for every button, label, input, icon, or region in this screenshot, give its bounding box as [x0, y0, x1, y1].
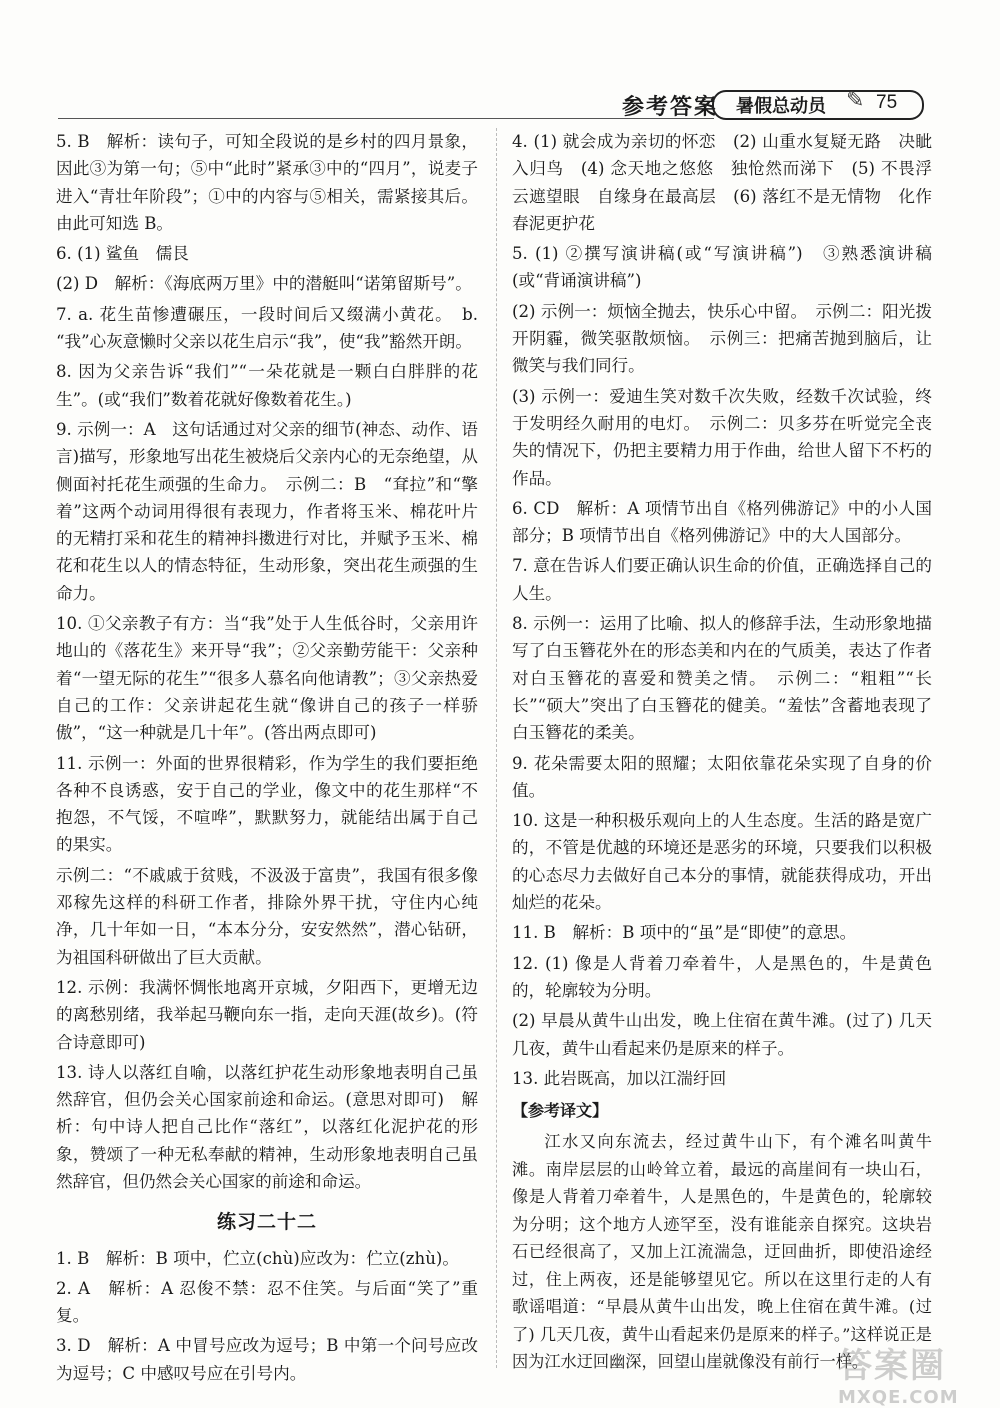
answer-item: 5. B 解析：读句子，可知全段说的是乡村的四月景象，因此③为第一句；⑤中“此时”紧承③中的“四月”，说麦子进入“青壮年阶段”；①中的内容与⑤相关，需紧接其后。由此可知选 B。	[56, 132, 478, 233]
answer-item: 1. B 解析：B 项中，伫立(chù)应改为：伫立(zhù)。	[56, 1248, 459, 1268]
answer-item: 7. 意在告诉人们要正确认识生命的价值，正确选择自己的人生。	[512, 556, 932, 603]
answer-item: 13. 此岩既高，加以江湍纡回	[512, 1068, 727, 1088]
answer-item: (3) 示例一：爱迪生笑对数千次失败，经数千次试验，终于发明经久耐用的电灯。 示例二：贝多芬在听觉完全丧失的情况下，仍把主要精力用于作曲，给世人留下不朽的作品。	[512, 386, 932, 488]
answer-item: 2. A 解析：A 忍俊不禁：忍不住笑。与后面“笑了”重复。	[56, 1278, 478, 1326]
answer-item: 10. ①父亲教子有方：当“我”处于人生低谷时，父亲用许地山的《落花生》来开导“我”；②父亲勤劳能干：父亲种着“一望无际的花生”“很多人慕名向他请教”；③父亲热爱自己的工作：父亲讲起花生就“像讲自己的孩子一样骄傲”，“这一种就是几十年”。(答出两点即可)	[56, 614, 478, 743]
answer-item: 5. (1) ②撰写演讲稿(或“写演讲稿”) ③熟悉演讲稿(或“背诵演讲稿”)	[512, 244, 932, 291]
answer-item: 9. 花朵需要太阳的照耀；太阳依靠花朵实现了自身的价值。	[512, 753, 932, 800]
answer-item: 3. D 解析：A 中冒号应改为逗号；B 中第一个问号应改为逗号；C 中感叹号应在引号内。	[56, 1336, 478, 1383]
answer-item: 8. 因为父亲告诉“我们”“一朵花就是一颗白白胖胖的花生”。(或“我们”数着花就好像数着花生。)	[56, 362, 478, 409]
answer-item: 6. CD 解析：A 项情节出自《格列佛游记》中的小人国部分；B 项情节出自《格列佛游记》中的大人国部分。	[512, 498, 932, 546]
page-number: 75	[876, 92, 898, 113]
answer-item: 12. 示例：我满怀惆怅地离开京城，夕阳西下，更增无边的离愁别绪，我举起马鞭向东一指，走向天涯(故乡)。(符合诗意即可)	[56, 977, 478, 1052]
answer-item: 13. 诗人以落红自喻，以落红护花生动形象地表明自己虽然辞官，但仍会关心国家前途和命运。(意思对即可) 解析：句中诗人把自己比作“落红”，以落红化泥护花的形象，赞颂了一种无私奉献的精神，生动形象地表明自己虽然辞官，但仍然会关心国家的前途和命运。	[56, 1062, 478, 1191]
answer-item: 7. a. 花生苗惨遭碾压，一段时间后又缀满小黄花。 b. “我”心灰意懒时父亲以花生启示“我”，使“我”豁然开朗。	[56, 304, 478, 352]
right-column	[512, 128, 932, 1378]
answer-item: 11. 示例一：外面的世界很精彩，作为学生的我们要拒绝各种不良诱惑，安于自己的学业，像文中的花生那样“不抱怨，不气馁，不喧哗”，默默努力，就能结出属于自己的果实。	[56, 753, 478, 855]
answer-item: 4. (1) 就会成为亲切的怀恋 (2) 山重水复疑无路 决眦入归鸟 (4) 念天地之悠悠 独怆然而涕下 (5) 不畏浮云遮望眼 自缘身在最高层 (6) 落红不是无情物 化作春泥更护花	[512, 132, 932, 233]
answer-item: 示例二：“不戚戚于贫贱，不汲汲于富贵”，我国有很多像邓稼先这样的科研工作者，排除外界干扰，守住内心纯净，几十年如一日，“本本分分，安安然然”，潜心钻研，为祖国科研做出了巨大贡献。	[56, 865, 478, 967]
section-heading: 练习二十二	[216, 1211, 317, 1234]
answer-item: (2) D 解析：《海底两万里》中的潜艇叫“诺第留斯号”。	[56, 274, 472, 294]
answer-item: 8. 示例一：运用了比喻、拟人的修辞手法，生动形象地描写了白玉簪花外在的形态美和内在的气质美，表达了作者对白玉簪花的喜爱和赞美之情。 示例二：“粗粗”“长长”“硕大”突出了白玉簪花的健美。“羞怯”含蓄地表现了白玉簪花的柔美。	[512, 614, 932, 743]
watermark-logo: 答案圈	[838, 1346, 946, 1386]
column-divider	[496, 128, 497, 1368]
left-column	[56, 128, 478, 1390]
answer-item: 6. (1) 鲨鱼 儒艮	[56, 244, 189, 264]
answer-item: (2) 示例一：烦恼全抛去，快乐心中留。 示例二：阳光拨开阴霾，微笑驱散烦恼。 示例三：把痛苦抛到脑后，让微笑与我们同行。	[512, 301, 932, 376]
watermark-domain: MXQE.COM	[838, 1387, 959, 1408]
answer-item: 10. 这是一种积极乐观向上的人生态度。生活的路是宽广的，不管是优越的环境还是恶劣的环境，只要我们以积极的心态尽力去做好自己本分的事情，就能获得成功，开出灿烂的花朵。	[512, 811, 932, 913]
mascot-icon: ✎	[846, 88, 865, 113]
translation-tag: 【参考译文】	[512, 1101, 609, 1121]
answer-item: 12. (1) 像是人背着刀牵着牛，人是黑色的，牛是黄色的，轮廓较为分明。	[512, 953, 932, 1000]
brand-name: 暑假总动员	[736, 96, 826, 117]
watermark	[838, 1338, 988, 1408]
header-rule	[58, 118, 714, 119]
answer-title: 参考答案	[622, 95, 719, 120]
answer-item: 11. B 解析：B 项中的“虽”是“即使”的意思。	[512, 923, 857, 943]
answer-item: 9. 示例一：A 这句话通过对父亲的细节(神态、动作、语言)描写，形象地写出花生被烧后父亲内心的无奈绝望，从侧面衬托花生顽强的生命力。 示例二：B “耷拉”和“擎着”这两个动词用得很有表现力，作者将玉米、棉花叶片的无精打采和花生的精神抖擞进行对比，并赋予玉米、棉花和花生以人的情态特征，生动形象，突出花生顽强的生命力。	[56, 419, 478, 603]
translation-paragraph: 江水又向东流去，经过黄牛山下，有个滩名叫黄牛滩。南岸层层的山岭耸立着，最远的高崖间有一块山石，像是人背着刀牵着牛，人是黑色的，牛是黄色的，轮廓较为分明；这个地方人迹罕至，没有谁能亲自探究。这块岩石已经很高了，又加上江流湍急，迂回曲折，即使沿途经过，住上两夜，还是能够望见它。所以在这里行走的人有歌谣唱道：“早晨从黄牛山出发，晚上住宿在黄牛滩。(过了) 几天几夜，黄牛山看起来仍是原来的样子。”这样说正是因为江水迂回幽深，回望山崖就像没有前行一样。	[512, 1132, 932, 1372]
answer-item: (2) 早晨从黄牛山出发，晚上住宿在黄牛滩。(过了) 几天几夜，黄牛山看起来仍是原来的样子。	[512, 1011, 932, 1058]
page-header	[0, 88, 1000, 124]
